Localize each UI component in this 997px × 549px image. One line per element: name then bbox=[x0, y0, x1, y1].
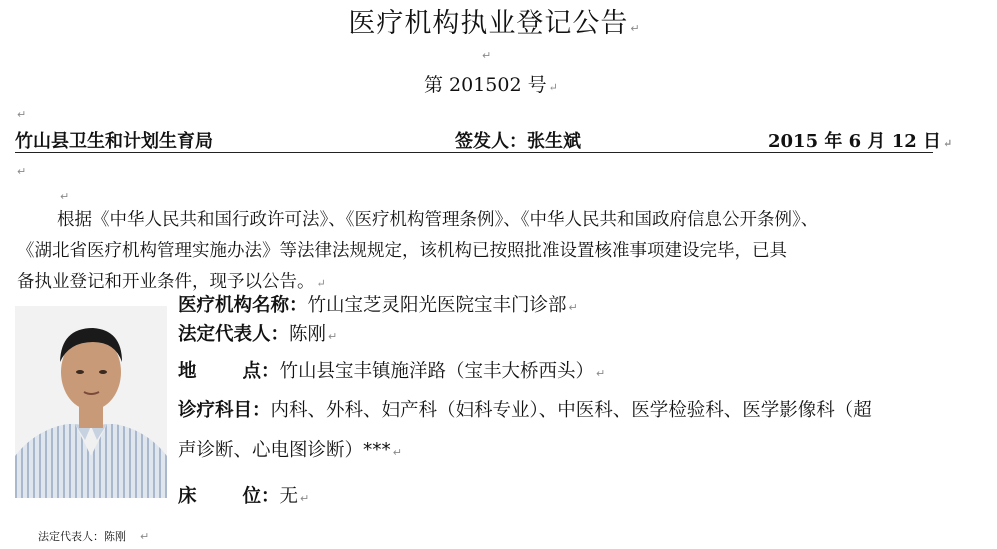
paragraph-mark: ↵ bbox=[482, 49, 492, 62]
signer bbox=[455, 127, 581, 153]
document-title-text: 医疗机构执业登记公告 bbox=[348, 8, 629, 39]
header-underline bbox=[15, 152, 933, 153]
address-label-2: 点： bbox=[242, 361, 280, 382]
address-value: 竹山县宝丰镇施洋路（宝丰大桥西头） bbox=[279, 361, 595, 382]
institution-name-label: 医疗机构名称： bbox=[178, 295, 308, 316]
paragraph-mark: ↵ bbox=[140, 530, 150, 543]
beds-value: 无 bbox=[279, 486, 299, 507]
signer-label: 签发人： bbox=[455, 131, 527, 152]
paragraph-mark: ↵ bbox=[328, 330, 338, 343]
field-departments bbox=[178, 396, 872, 422]
issue-date bbox=[768, 127, 952, 153]
departments-label: 诊疗科目： bbox=[178, 400, 271, 421]
field-departments-cont bbox=[178, 436, 402, 462]
departments-value-1: 内科、外科、妇产科（妇科专业）、中医科、医学检验科、医学影像科（超 bbox=[270, 400, 872, 421]
announcement-body bbox=[17, 205, 957, 299]
photo-caption-text: 法定代表人：陈刚 bbox=[38, 530, 126, 543]
body-line-1: 根据《中华人民共和国行政许可法》、《医疗机构管理条例》、《中华人民共和国政府信息公开条例》、 bbox=[57, 210, 819, 230]
paragraph-mark: ↵ bbox=[17, 108, 27, 121]
photo-caption bbox=[38, 528, 149, 544]
paragraph-mark: ↵ bbox=[17, 165, 27, 178]
departments-value-2: 声诊断、心电图诊断）*** bbox=[178, 440, 391, 461]
issuer: 竹山县卫生和计划生育局 bbox=[15, 131, 213, 152]
body-line-2: 《湖北省医疗机构管理实施办法》等法律法规规定，该机构已按照批准设置核准事项建设完毕，已具 bbox=[17, 241, 787, 261]
field-beds bbox=[178, 482, 309, 508]
issue-date-text: 2015 年 6 月 12 日 bbox=[768, 131, 942, 152]
body-line-3-text: 备执业登记和开业条件，现予以公告。 bbox=[17, 272, 315, 292]
address-label-1: 地 bbox=[178, 361, 197, 382]
legal-representative-label: 法定代表人： bbox=[178, 324, 290, 345]
representative-photo bbox=[15, 306, 167, 498]
document-number-text: 第 201502 号 bbox=[424, 74, 547, 96]
paragraph-mark: ↵ bbox=[568, 301, 578, 314]
paragraph-mark: ↵ bbox=[630, 22, 641, 35]
institution-name-value: 竹山宝芝灵阳光医院宝丰门诊部 bbox=[307, 295, 567, 316]
field-address bbox=[178, 357, 605, 383]
field-legal-representative bbox=[178, 320, 337, 346]
paragraph-mark: ↵ bbox=[548, 81, 558, 94]
paragraph-mark: ↵ bbox=[60, 190, 70, 203]
paragraph-mark: ↵ bbox=[943, 137, 953, 150]
field-institution-name bbox=[178, 291, 578, 317]
legal-representative-value: 陈刚 bbox=[289, 324, 327, 345]
beds-label-2: 位： bbox=[242, 486, 280, 507]
paragraph-mark: ↵ bbox=[596, 367, 606, 380]
paragraph-mark: ↵ bbox=[316, 277, 326, 290]
portrait-image bbox=[15, 306, 167, 498]
paragraph-mark: ↵ bbox=[300, 492, 310, 505]
document-number bbox=[424, 70, 558, 97]
beds-label-1: 床 bbox=[178, 486, 197, 507]
document-title bbox=[0, 1, 997, 40]
signer-name: 张生斌 bbox=[527, 131, 581, 152]
paragraph-mark: ↵ bbox=[392, 446, 402, 459]
